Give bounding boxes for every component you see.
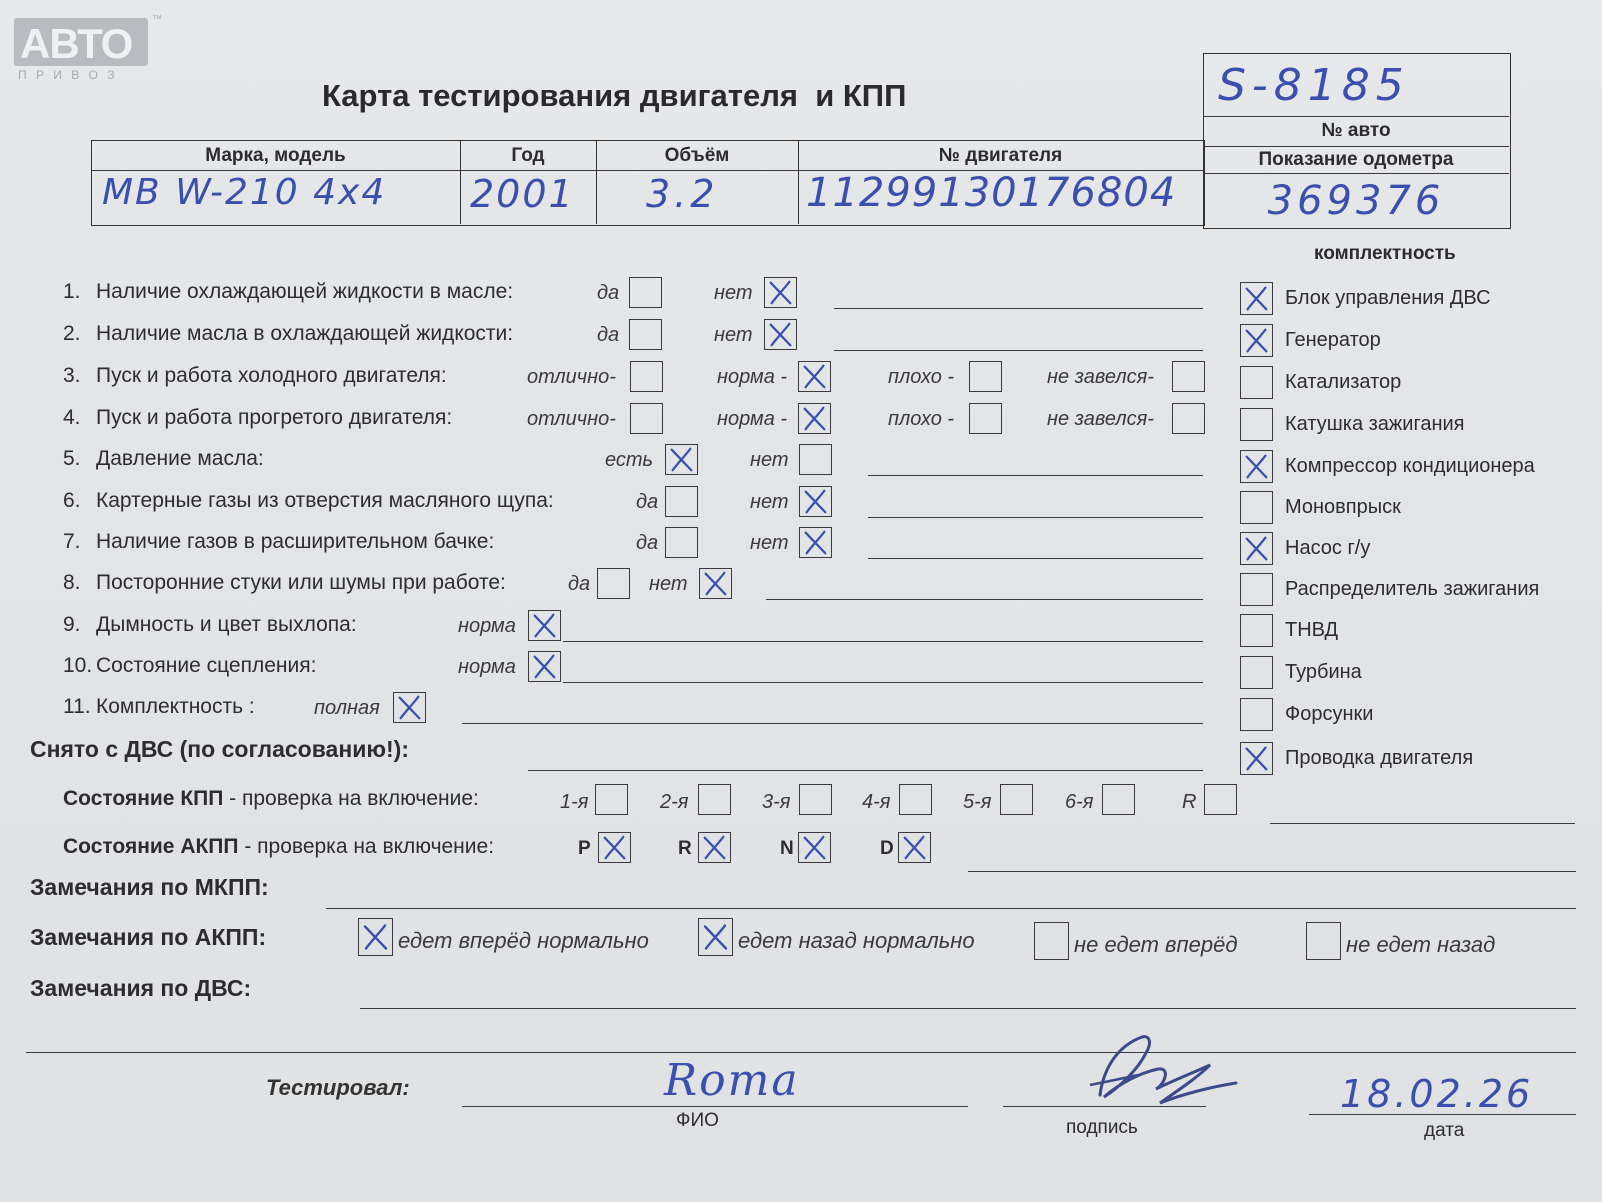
question-number: 1. — [63, 280, 81, 303]
header-odometer: Показание одометра — [1258, 149, 1454, 170]
akpp-mode-label: N — [780, 838, 794, 859]
check-mark-icon — [1241, 451, 1272, 482]
option-label: норма — [458, 615, 516, 637]
year-value: 2001 — [470, 172, 575, 216]
option-checkbox[interactable] — [665, 486, 698, 517]
check-mark-icon — [1241, 325, 1272, 356]
option-label: нет — [750, 449, 789, 471]
check-mark-icon — [699, 833, 730, 862]
gear-checkbox[interactable] — [1102, 784, 1135, 815]
option-checkbox[interactable] — [764, 319, 797, 350]
option-checkbox[interactable] — [630, 403, 663, 434]
gear-label: 6-я — [1065, 791, 1094, 813]
completeness-checkbox[interactable] — [1240, 324, 1273, 357]
header-year: Год — [511, 145, 545, 166]
completeness-checkbox[interactable] — [1240, 573, 1273, 606]
gear-checkbox[interactable] — [1204, 784, 1237, 815]
question-number: 4. — [63, 406, 81, 429]
akpp-remark-checkbox[interactable] — [1034, 922, 1069, 960]
option-label: есть — [605, 449, 654, 471]
option-label: да — [597, 282, 620, 304]
remarks-dvs-label: Замечания по ДВС: — [30, 975, 252, 1001]
engine-no-value: 11299130176804 — [806, 170, 1177, 216]
logo-tm: ™ — [152, 14, 162, 25]
gear-label: 2-я — [660, 791, 689, 813]
removed-label: Снято с ДВС (по согласованию!): — [30, 736, 409, 762]
logo-sub: П Р И В О З — [18, 68, 118, 82]
completeness-checkbox[interactable] — [1240, 742, 1273, 775]
option-checkbox[interactable] — [665, 527, 698, 558]
option-label: да — [636, 491, 659, 513]
remarks-akpp-label: Замечания по АКПП: — [30, 924, 267, 950]
date-value: 18.02.26 — [1340, 1072, 1534, 1116]
option-checkbox[interactable] — [969, 361, 1002, 392]
tester-name: Roma — [664, 1055, 800, 1106]
completeness-item-label: ТНВД — [1285, 619, 1339, 641]
completeness-checkbox[interactable] — [1240, 656, 1273, 689]
gear-label: 4-я — [862, 791, 891, 813]
completeness-item-label: Моновпрыск — [1285, 496, 1401, 518]
logo-main: АВТО — [20, 20, 133, 67]
option-label: норма - — [717, 408, 788, 430]
akpp-mode-checkbox[interactable] — [598, 832, 631, 863]
question-text: Пуск и работа холодного двигателя: — [96, 364, 447, 387]
option-label: не завелся- — [1047, 366, 1154, 388]
akpp-remark-label: едет назад нормально — [738, 928, 975, 953]
option-label: нет — [750, 532, 789, 554]
page-title: Карта тестирования двигателя и КПП — [322, 78, 907, 113]
option-checkbox[interactable] — [630, 361, 663, 392]
signature — [1060, 1025, 1240, 1125]
header-volume: Объём — [664, 145, 730, 166]
option-checkbox[interactable] — [528, 610, 561, 641]
akpp-mode-checkbox[interactable] — [698, 832, 731, 863]
answer-line — [868, 475, 1203, 476]
auto-number-label: № авто — [1321, 120, 1391, 141]
check-mark-icon — [1241, 743, 1272, 774]
answer-line — [563, 682, 1203, 683]
answer-line — [868, 558, 1203, 559]
akpp-label: Состояние АКПП - проверка на включение: — [63, 835, 495, 858]
check-mark-icon — [899, 833, 930, 862]
akpp-remark-label: не едет назад — [1346, 932, 1496, 957]
check-mark-icon — [394, 693, 425, 722]
check-mark-icon — [799, 833, 830, 862]
question-text: Пуск и работа прогретого двигателя: — [96, 406, 453, 429]
odometer-value: 369376 — [1267, 178, 1445, 224]
check-mark-icon — [765, 278, 796, 307]
akpp-remark-checkbox[interactable] — [698, 918, 733, 956]
date-label: дата — [1424, 1120, 1465, 1141]
option-label: норма - — [717, 366, 788, 388]
option-checkbox[interactable] — [799, 527, 832, 558]
check-mark-icon — [529, 611, 560, 640]
completeness-item-label: Распределитель зажигания — [1285, 578, 1540, 600]
gear-label: 1-я — [560, 791, 589, 813]
gear-checkbox[interactable] — [698, 784, 731, 815]
option-checkbox[interactable] — [528, 651, 561, 682]
option-label: нет — [750, 491, 789, 513]
option-checkbox[interactable] — [1172, 361, 1205, 392]
question-text: Картерные газы из отверстия масляного щупа: — [96, 489, 554, 512]
completeness-item-label: Компрессор кондиционера — [1285, 455, 1535, 477]
volume-value: 3.2 — [646, 172, 719, 216]
avtoprivoz-logo — [14, 14, 162, 67]
akpp-remark-label: едет вперёд нормально — [398, 928, 649, 953]
answer-line — [766, 599, 1203, 600]
question-text: Наличие охлаждающей жидкости в масле: — [96, 280, 514, 303]
option-label: да — [636, 532, 659, 554]
check-mark-icon — [800, 487, 831, 516]
completeness-checkbox[interactable] — [1240, 408, 1273, 441]
check-mark-icon — [1241, 283, 1272, 314]
option-checkbox[interactable] — [665, 444, 698, 475]
completeness-checkbox[interactable] — [1240, 698, 1273, 731]
gear-checkbox[interactable] — [1000, 784, 1033, 815]
akpp-mode-checkbox[interactable] — [898, 832, 931, 863]
question-number: 2. — [63, 322, 81, 345]
auto-number-value: S-8185 — [1218, 60, 1410, 111]
akpp-mode-label: P — [578, 838, 591, 859]
question-number: 8. — [63, 571, 81, 594]
completeness-item-label: Генератор — [1285, 329, 1381, 351]
gear-checkbox[interactable] — [595, 784, 628, 815]
answer-line — [834, 350, 1203, 351]
completeness-checkbox[interactable] — [1240, 491, 1273, 524]
option-label: норма — [458, 656, 516, 678]
question-number: 10. — [63, 654, 93, 677]
completeness-checkbox[interactable] — [1240, 614, 1273, 647]
option-checkbox[interactable] — [629, 319, 662, 350]
completeness-checkbox[interactable] — [1240, 450, 1273, 483]
remarks-mkpp-label: Замечания по МКПП: — [30, 874, 269, 900]
question-number: 9. — [63, 613, 81, 636]
option-checkbox[interactable] — [799, 444, 832, 475]
check-mark-icon — [666, 445, 697, 474]
question-number: 11. — [63, 695, 91, 718]
completeness-item-label: Форсунки — [1285, 703, 1374, 725]
option-label: полная — [314, 697, 380, 719]
check-mark-icon — [359, 919, 392, 955]
akpp-mode-label: R — [678, 838, 692, 859]
option-label: нет — [714, 282, 753, 304]
kpp-label: Состояние КПП - проверка на включение: — [63, 787, 479, 810]
option-checkbox[interactable] — [764, 277, 797, 308]
akpp-mode-checkbox[interactable] — [798, 832, 831, 863]
name-label: ФИО — [676, 1110, 719, 1131]
option-checkbox[interactable] — [699, 568, 732, 599]
option-checkbox[interactable] — [798, 361, 831, 392]
option-label: плохо - — [888, 408, 955, 430]
check-mark-icon — [1241, 533, 1272, 564]
question-text: Давление масла: — [96, 447, 264, 470]
question-number: 6. — [63, 489, 81, 512]
completeness-checkbox[interactable] — [1240, 282, 1273, 315]
question-text: Наличие газов в расширительном бачке: — [96, 530, 495, 553]
answer-line — [834, 308, 1203, 309]
answer-line — [462, 723, 1203, 724]
completeness-title: комплектность — [1314, 243, 1456, 264]
header-model: Марка, модель — [205, 145, 346, 166]
akpp-remark-checkbox[interactable] — [358, 918, 393, 956]
question-number: 7. — [63, 530, 81, 553]
check-mark-icon — [765, 320, 796, 349]
option-checkbox[interactable] — [393, 692, 426, 723]
completeness-item-label: Катушка зажигания — [1285, 413, 1465, 435]
model-value: MB W-210 4x4 — [102, 172, 387, 213]
completeness-item-label: Блок управления ДВС — [1285, 287, 1491, 309]
question-text: Посторонние стуки или шумы при работе: — [96, 571, 506, 594]
check-mark-icon — [799, 362, 830, 391]
completeness-item-label: Катализатор — [1285, 371, 1402, 393]
check-mark-icon — [699, 919, 732, 955]
tested-label: Тестировал: — [266, 1075, 410, 1100]
option-label: плохо - — [888, 366, 955, 388]
completeness-item-label: Турбина — [1285, 661, 1362, 683]
sign-label: подпись — [1066, 1117, 1138, 1138]
check-mark-icon — [599, 833, 630, 862]
akpp-mode-label: D — [880, 838, 894, 859]
question-number: 5. — [63, 447, 81, 470]
completeness-checkbox[interactable] — [1240, 532, 1273, 565]
question-text: Наличие масла в охлаждающей жидкости: — [96, 322, 514, 345]
check-mark-icon — [529, 652, 560, 681]
option-label: нет — [649, 573, 688, 595]
option-label: не завелся- — [1047, 408, 1154, 430]
option-checkbox[interactable] — [798, 403, 831, 434]
option-checkbox[interactable] — [799, 486, 832, 517]
check-mark-icon — [700, 569, 731, 598]
header-engine-no: № двигателя — [938, 145, 1063, 166]
option-checkbox[interactable] — [969, 403, 1002, 434]
option-label: отлично- — [527, 366, 616, 388]
completeness-checkbox[interactable] — [1240, 366, 1273, 399]
akpp-remark-label: не едет вперёд — [1074, 932, 1238, 957]
question-text: Состояние сцепления: — [96, 654, 317, 677]
option-label: да — [568, 573, 591, 595]
check-mark-icon — [800, 528, 831, 557]
akpp-remark-checkbox[interactable] — [1306, 922, 1341, 960]
gear-checkbox[interactable] — [899, 784, 932, 815]
question-number: 3. — [63, 364, 81, 387]
option-checkbox[interactable] — [597, 568, 630, 599]
check-mark-icon — [799, 404, 830, 433]
completeness-item-label: Насос г/у — [1285, 537, 1371, 559]
gear-label: R — [1182, 791, 1197, 813]
question-text: Комплектность : — [96, 695, 255, 718]
question-text: Дымность и цвет выхлопа: — [96, 613, 357, 636]
gear-label: 5-я — [963, 791, 992, 813]
gear-label: 3-я — [762, 791, 791, 813]
option-label: да — [597, 324, 620, 346]
option-label: отлично- — [527, 408, 616, 430]
gear-checkbox[interactable] — [799, 784, 832, 815]
answer-line — [868, 517, 1203, 518]
completeness-item-label: Проводка двигателя — [1285, 747, 1474, 769]
option-label: нет — [714, 324, 753, 346]
answer-line — [563, 641, 1203, 642]
option-checkbox[interactable] — [1172, 403, 1205, 434]
option-checkbox[interactable] — [629, 277, 662, 308]
